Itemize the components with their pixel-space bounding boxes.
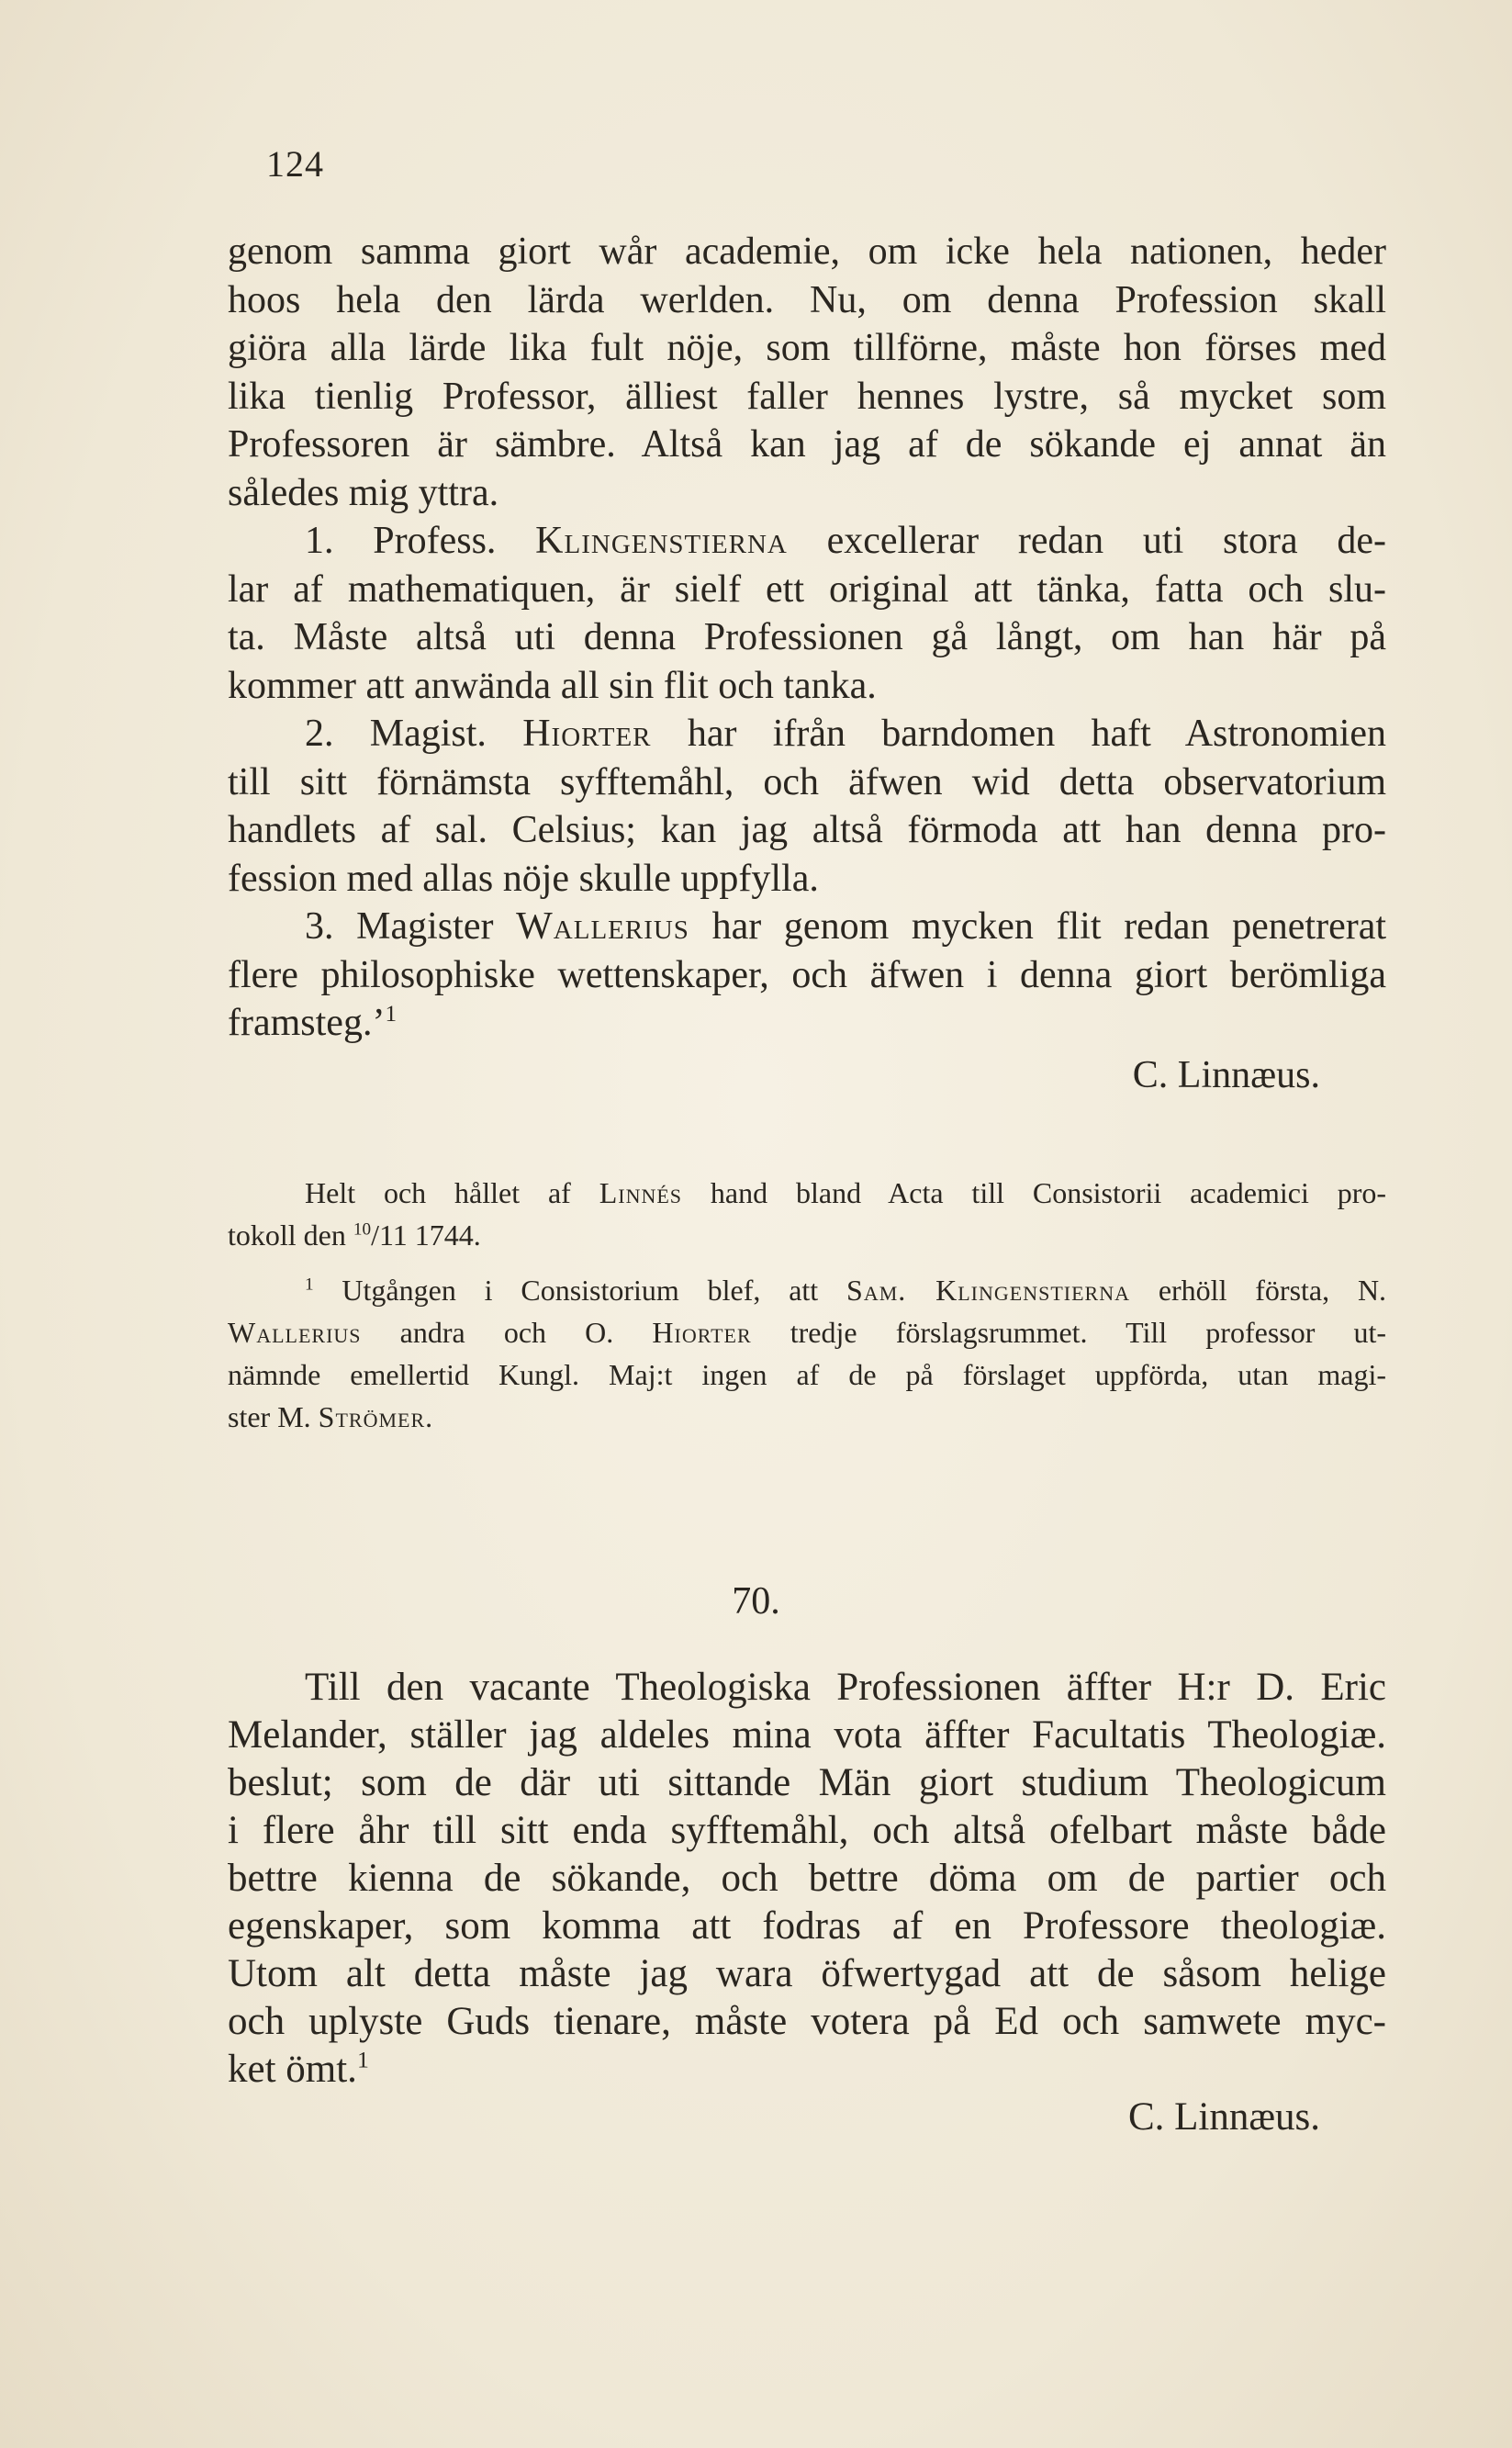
person-name: Hiorter [522, 713, 652, 755]
footnote-text: Utgången i Consistorium blef, att [342, 1274, 819, 1307]
item-lead: 2. Magist. [305, 713, 487, 755]
text-line: giöra alla lärde lika fult nöje, som tillförne, måste hon förses med [228, 327, 1386, 369]
text-line: lar af mathematiquen, är sielf ett original att tänka, fatta och slu- [228, 567, 1386, 611]
text-line: Professoren är sämbre. Altså kan jag af de sökande ej annat än [228, 423, 1386, 466]
footnote-line [228, 1396, 1386, 1438]
note-text: hand bland Acta till Consistorii academici pro- [710, 1176, 1387, 1209]
footnote-start [305, 1274, 818, 1307]
footnote-text: andra och O. [399, 1316, 614, 1349]
note-text: tokoll den [228, 1218, 346, 1252]
text-line: genom samma giort wår academie, om icke hela nationen, heder [228, 230, 1386, 273]
text-line: bettre kienna de sökande, och bettre döma om de partier och [228, 1857, 1386, 1900]
item-lead: 3. Magister [305, 905, 494, 948]
letter-2 [228, 1664, 1386, 2141]
editorial-note [228, 1172, 1386, 1256]
line-text: ket ömt. [228, 2048, 357, 2091]
text-line: således mig yttra. [228, 471, 499, 514]
name-part: Sam. [846, 1274, 907, 1307]
line-text: framsteg.’ [228, 1002, 386, 1044]
text-line: hoos hela den lärda werlden. Nu, om denna Profession skall [228, 278, 1386, 321]
text-line [228, 999, 1386, 1048]
item-text: excellerar redan uti stora de- [826, 520, 1387, 562]
item-text: har ifrån barndomen haft Astronomien [687, 713, 1387, 755]
footnote-mark: 1 [305, 1275, 314, 1295]
date-text: /11 1744. [371, 1218, 481, 1252]
text-line: handlets af sal. Celsius; kan jag altså förmoda att han denna pro- [228, 809, 1386, 851]
footnote-text: erhöll första, N. [1158, 1274, 1387, 1307]
text-line: Till den vacante Theologiska Professionen äffter H:r D. Eric [305, 1666, 1386, 1709]
note-text: Helt och hållet af [305, 1176, 571, 1209]
text-line: till sitt förnämsta syfftemåhl, och äfwen wid detta observatorium [228, 760, 1386, 803]
text-line: ta. Måste altså uti denna Professionen gå långt, om han här på [228, 616, 1386, 658]
text-line: lika tienlig Professor, älliest faller hennes lystre, så mycket som [228, 375, 1386, 418]
note-line [228, 1172, 1386, 1214]
date-superscript: 10 [353, 1219, 372, 1240]
footnote-1 [228, 1269, 1386, 1438]
text-line: beslut; som de där uti sittande Män giort studium Theologicum [228, 1761, 1386, 1804]
text-line: fession med allas nöje skulle uppfylla. [228, 857, 819, 900]
text-line: Utom alt detta måste jag wara öfwertygad att de såsom helige [228, 1952, 1386, 1995]
person-name [846, 1274, 1130, 1307]
signature: C. Linnæus. [1127, 2095, 1320, 2139]
item-1-line [228, 517, 1386, 566]
text-line: flere philosophiske wettenskaper, och äfwen i denna giort berömliga [228, 953, 1386, 996]
person-name: Wallerius [516, 905, 689, 948]
footnote-line [228, 1311, 1386, 1353]
footnote-text: ster M. [228, 1400, 311, 1433]
document-number: 70. [732, 1580, 780, 1623]
footnote-text: tredje förslagsrummet. Till professor ut- [790, 1316, 1387, 1349]
footnote-line: nämnde emellertid Kungl. Maj:t ingen af de på förslaget uppförda, utan magi- [228, 1358, 1386, 1391]
note-line [228, 1214, 1386, 1256]
footnote-mark: 1 [356, 2046, 369, 2073]
person-name: Wallerius [228, 1316, 362, 1349]
name-part: Klingenstierna [935, 1274, 1130, 1307]
text-line: egenskaper, som komma att fodras af en Professore theologiæ. [228, 1904, 1386, 1948]
text-line: i flere åhr till sitt enda syfftemåhl, och altså ofelbart måste både [228, 1809, 1386, 1852]
person-name: Linnés [599, 1176, 683, 1209]
page-number: 124 [266, 143, 324, 185]
text-line: Melander, ställer jag aldeles mina vota äffter Facultatis Theologiæ. [228, 1713, 1386, 1757]
person-name: Klingenstierna [535, 520, 788, 562]
person-name: Strömer. [318, 1400, 434, 1433]
text-line: kommer att anwända all sin flit och tanka. [228, 664, 877, 707]
letter-1 [228, 228, 1386, 1099]
footnote-line [228, 1269, 1386, 1311]
footnote-mark: 1 [385, 1002, 398, 1027]
person-name: Hiorter [652, 1316, 752, 1349]
text-line: och uplyste Guds tienare, måste votera på Ed och samwete myc- [228, 2000, 1386, 2043]
item-text: har genom mycken flit redan penetrerat [711, 905, 1387, 948]
item-2-line [228, 710, 1386, 758]
text-line [228, 2046, 1386, 2094]
signature: C. Linnæus. [1132, 1053, 1320, 1096]
item-lead: 1. Profess. [305, 520, 497, 562]
item-3-line [228, 903, 1386, 951]
